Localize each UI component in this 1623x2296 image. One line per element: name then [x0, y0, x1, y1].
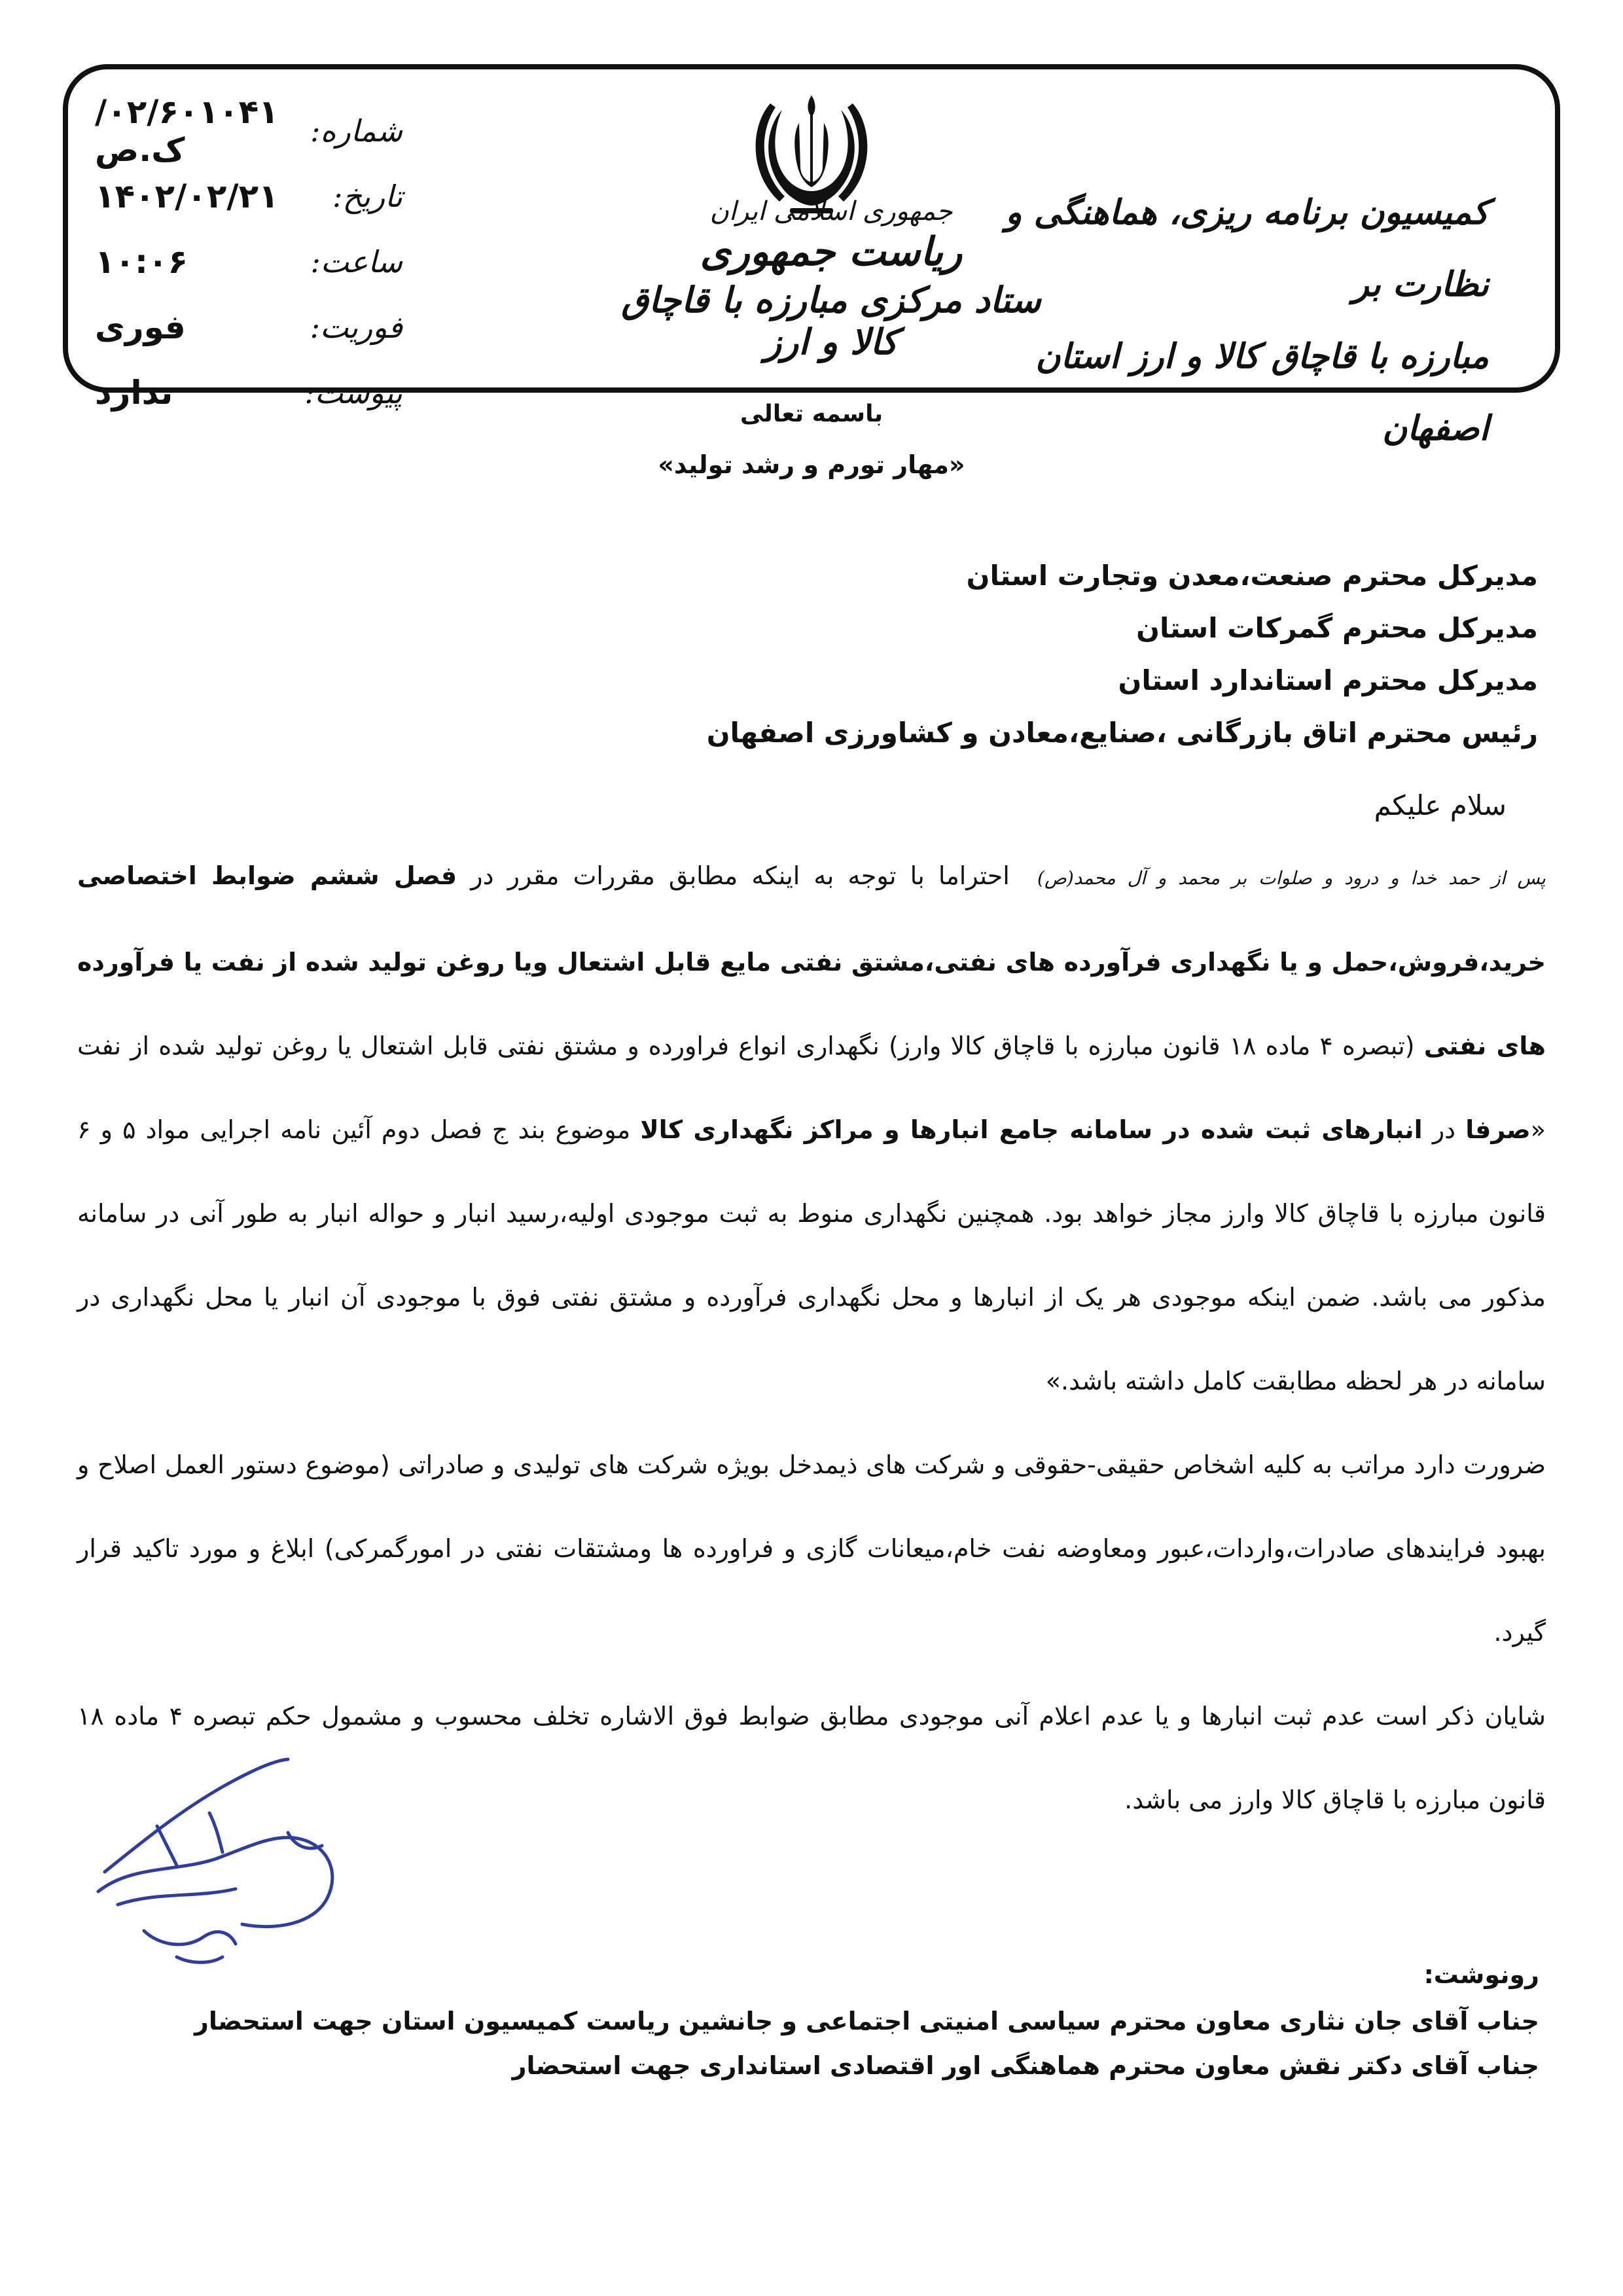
cc-item: جناب آقای جان نثاری معاون محترم سیاسی امنیتی اجتماعی و جانشین ریاست کمیسیون استان جهت استحضار	[194, 2007, 1539, 2036]
greeting: سلام علیکم	[1374, 789, 1507, 821]
letter-body	[77, 778, 1546, 1842]
paragraph-1	[77, 834, 1546, 1423]
meta-label: تاریخ:	[332, 179, 402, 214]
paragraph-2: ضرورت دارد مراتب به کلیه اشخاص حقیقی-حقوقی و شرکت های ذیمدخل بویژه شرکت های تولیدی و صادراتی (موضوع دستور العمل اصلاح و بهبود فرایندهای صادرات،واردات،عبور ومعاوضه نفت خام،میعانات گازی و فراورده ها ومشتقات نفتی در امورگمرکی) ابلاغ و مورد تاکید قرار گیرد.	[77, 1450, 1546, 1647]
carbon-copy-section	[67, 1950, 1539, 2088]
p1-bold-2: صرفا	[1465, 1115, 1531, 1144]
paragraph-3: شایان ذکر است عدم ثبت انبارها و یا عدم اعلام آنی موجودی مطابق ضوابط فوق الاشاره تخلف محسوب و مشمول حکم تبصره ۴ ماده ۱۸ قانون مبارزه با قاچاق کالا وارز می باشد.	[77, 1702, 1546, 1814]
meta-value: ۱۰:۰۶	[95, 243, 188, 281]
meta-label: فوریت:	[310, 310, 402, 345]
meta-label: شماره:	[310, 113, 402, 149]
presidency-name: ریاست جمهوری	[700, 229, 963, 275]
meta-time	[95, 229, 402, 295]
recipients-list	[98, 550, 1538, 759]
meta-value: ۰۲/۶۰۱۰۴۱/ک.ص	[95, 93, 279, 169]
bismillah: باسمه تعالی	[740, 401, 883, 427]
recipient: مدیرکل محترم گمرکات استان	[1136, 612, 1538, 644]
meta-value: فوری	[95, 308, 186, 346]
commission-line-2: مبارزه با قاچاق کالا و ارز استان اصفهان	[1035, 336, 1489, 448]
meta-priority	[95, 295, 402, 360]
p1-text-4: موضوع بند ج فصل دوم آئین نامه اجرایی مواد ۵ و ۶ قانون مبارزه با قاچاق کالا وارز مجاز خواهد بود. همچنین نگهداری منوط به ثبت موجودی اولیه،رسید انبار و حواله انبار به طور آنی در سامانه مذکور می باشد. ضمن اینکه موجودی هر یک از انبارها و محل نگهداری فرآورده و مشتق نفتی فوق با موجودی آن انبار یا محل نگهداری در سامانه در هر لحظه مطابقت کامل داشته باشد.»	[77, 1115, 1546, 1395]
benediction: پس از حمد خدا و درود و صلوات بر محمد و آل محمد(ص)	[1037, 867, 1546, 889]
recipient: مدیرکل محترم استاندارد استان	[1118, 664, 1538, 696]
meta-value: ندارد	[95, 374, 173, 412]
letter-metadata	[95, 93, 402, 425]
recipient: مدیرکل محترم صنعت،معدن وتجارت استان	[966, 560, 1538, 592]
recipient: رئیس محترم اتاق بازرگانی ،صنایع،معادن و کشاورزی اصفهان	[706, 717, 1538, 749]
iran-emblem-icon	[736, 84, 887, 215]
p1-text-3: در	[1422, 1115, 1466, 1144]
meta-date	[95, 164, 402, 229]
p1-bold-3: انبارهای ثبت شده در سامانه جامع انبارها و مراکز نگهداری کالا	[640, 1115, 1423, 1144]
meta-label: ساعت:	[310, 244, 402, 279]
cc-item: جناب آقای دکتر نقش معاون محترم هماهنگی اور اقتصادی استانداری جهت استحضار	[512, 2051, 1539, 2080]
p1-bold-1: فصل ششم ضوابط اختصاصی خرید،فروش،حمل و یا نگهداری فرآورده های نفتی،مشتق نفتی مایع قابل اشتعال ویا روغن تولید شده از نفت یا فرآورده های نفتی	[77, 861, 1546, 1060]
country-name: جمهوری اسلامی ایران	[709, 196, 953, 226]
year-slogan: «مهار تورم و رشد تولید»	[658, 450, 965, 479]
headquarters-name: ستاد مرکزی مبارزه با قاچاق کالا و ارز	[621, 279, 1041, 363]
meta-number	[95, 93, 402, 169]
commission-line-1: کمیسیون برنامه ریزی، هماهنگی و نظارت بر	[1005, 192, 1489, 304]
p1-text-1: احتراما با توجه به اینکه مطابق مقررات مقرر در	[457, 861, 1010, 890]
meta-label: پیوست:	[304, 375, 402, 410]
meta-value: ۱۴۰۲/۰۲/۲۱	[95, 177, 279, 215]
p1-text-2: (تبصره ۴ ماده ۱۸ قانون مبارزه با قاچاق کالا وارز) نگهداری انواع فراورده و مشتق نفتی قابل اشتعال یا روغن تولید شده از نفت «	[77, 1031, 1546, 1144]
cc-title: رونوشت:	[1423, 1960, 1539, 1989]
